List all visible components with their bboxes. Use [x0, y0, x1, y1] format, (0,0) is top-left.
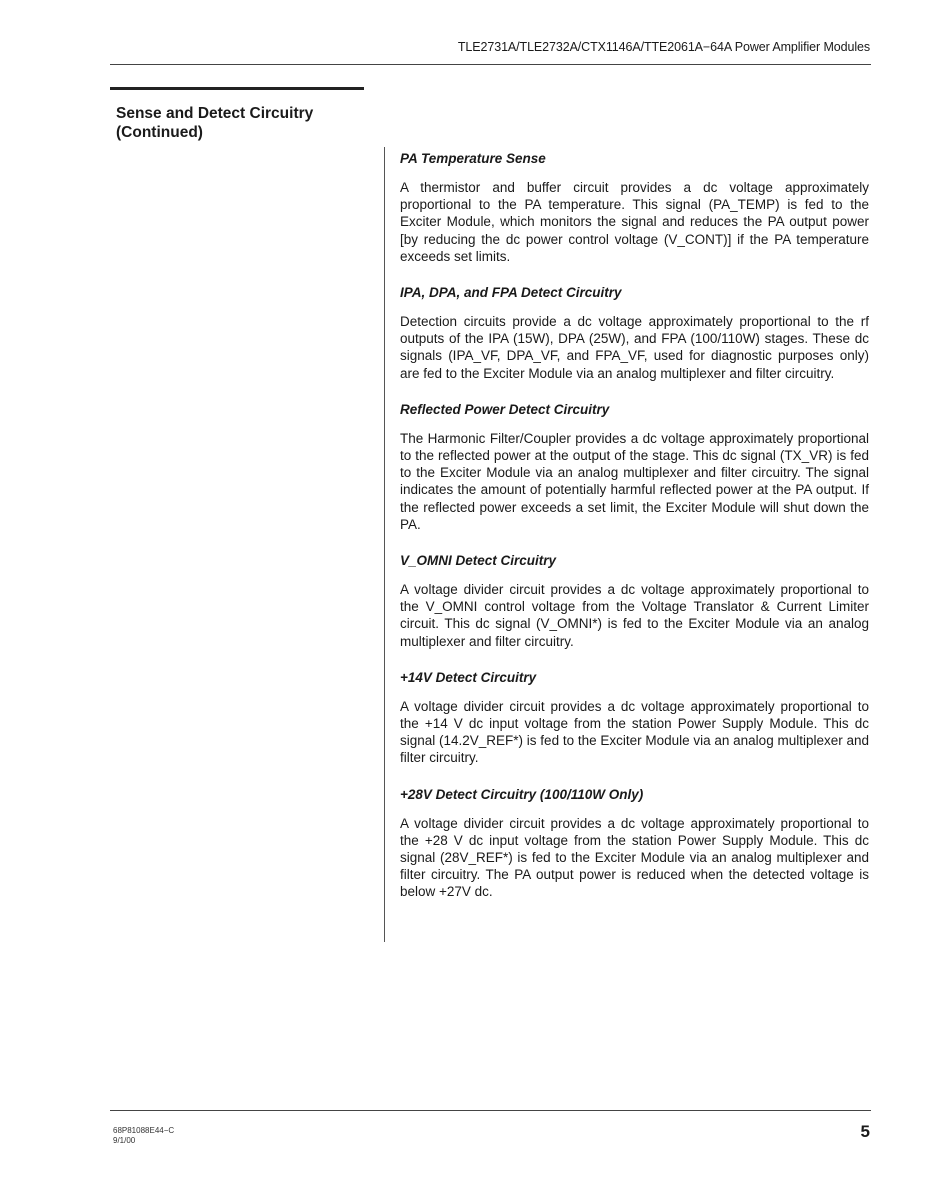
subsection-ipa-dpa-fpa-detect [400, 284, 869, 382]
footer-doc-info [113, 1126, 174, 1146]
subsection-heading: +28V Detect Circuitry (100/110W Only) [400, 786, 644, 802]
section-bar [110, 87, 364, 90]
footer-date: 9/1/00 [113, 1136, 136, 1145]
subsection-body: The Harmonic Filter/Coupler provides a dc voltage approximately proportional to the reflected power at the output of the stage. This dc signal (TX_VR) is fed to the Exciter Module via an analog multiplexer and filter circuitry. The signal indicates the amount of potentially harmful reflected power at the PA output. If the reflected power exceeds a set limit, the Exciter Module will shut down the PA. [400, 430, 869, 532]
subsection-body: Detection circuits provide a dc voltage approximately proportional to the rf outputs of the IPA (15W), DPA (25W), and FPA (100/110W) stages. These dc signals (IPA_VF, DPA_VF, and FPA_VF, used for diagnostic purposes only) are fed to the Exciter Module via an analog multiplexer and filter circuitry. [400, 314, 869, 381]
running-header-title: TLE2731A/TLE2732A/CTX1146A/TTE2061A−64A Power Amplifier Modules [457, 40, 870, 54]
subsection-heading: IPA, DPA, and FPA Detect Circuitry [400, 285, 622, 301]
subsection-heading: Reflected Power Detect Circuitry [400, 401, 610, 417]
subsection-heading: +14V Detect Circuitry [400, 669, 537, 685]
change-bar [384, 147, 385, 942]
section-title [116, 104, 366, 142]
subsection-body: A thermistor and buffer circuit provides a dc voltage approximately proportional to the PA temperature. This signal (PA_TEMP) is fed to the Exciter Module, which monitors the signal and reduces the PA output power [by reducing the dc power control voltage (V_CONT)] if the PA temperature exceeds set limits. [400, 180, 869, 264]
body-column [400, 150, 869, 920]
subsection-heading: PA Temperature Sense [400, 151, 546, 166]
subsection-reflected-power-detect [400, 401, 869, 533]
subsection-14v-detect [400, 669, 869, 767]
section-title-line2: (Continued) [116, 124, 203, 141]
subsection-body: A voltage divider circuit provides a dc voltage approximately proportional to the V_OMNI control voltage from the Voltage Translator & Current Limiter circuit. This dc signal (V_OMNI*) is fed to the Exciter Module via an analog multiplexer and filter circuitry. [400, 582, 869, 649]
section-title-line1: Sense and Detect Circuitry [116, 105, 314, 122]
subsection-body: A voltage divider circuit provides a dc voltage approximately proportional to the +14 V dc input voltage from the station Power Supply Module. This dc signal (14.2V_REF*) is fed to the Exciter Module via an analog multiplexer and filter circuitry. [400, 698, 869, 766]
header-rule [110, 64, 871, 65]
subsection-pa-temperature [400, 150, 869, 265]
footer-doc-code: 68P81088E44−C [113, 1126, 175, 1135]
subsection-28v-detect [400, 786, 869, 901]
page-number: 5 [860, 1122, 870, 1141]
subsection-v-omni-detect [400, 552, 869, 650]
subsection-heading: V_OMNI Detect Circuitry [400, 553, 557, 569]
subsection-body: A voltage divider circuit provides a dc voltage approximately proportional to the +28 V dc input voltage from the station Power Supply Module. This dc signal (28V_REF*) is fed to the Exciter Module via an analog multiplexer and filter circuitry. The PA output power is reduced when the detected voltage is below +27V dc. [400, 815, 869, 900]
footer-rule [110, 1110, 871, 1111]
